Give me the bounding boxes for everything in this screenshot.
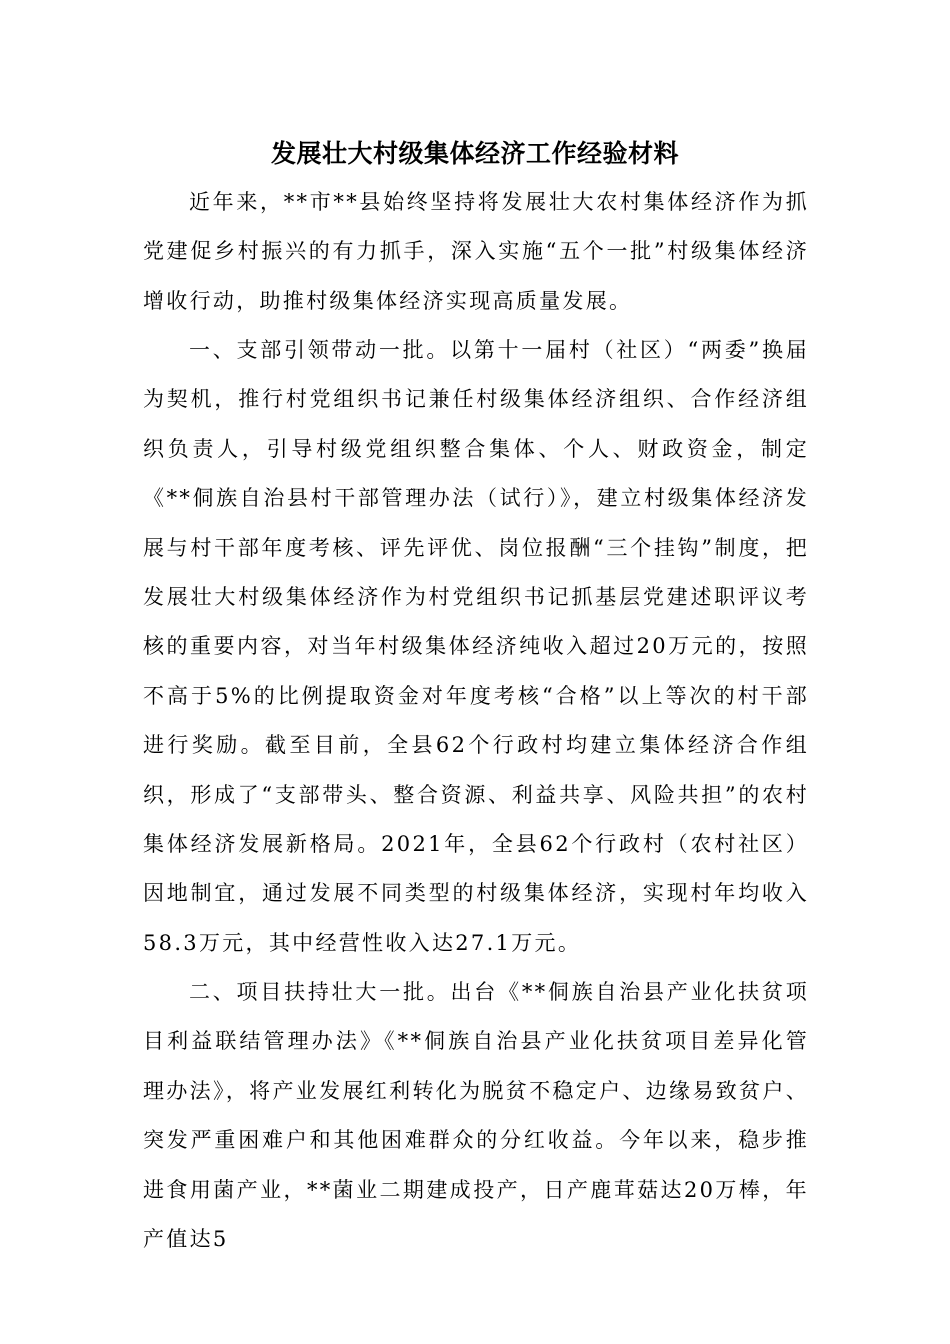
paragraph-section-one: 一、支部引领带动一批。以第十一届村（社区）“两委”换届为契机，推行村党组织书记兼任村级集体经济组织、合作经济组织负责人，引导村级党组织整合集体、个人、财政资金，制定《**侗族自治县村干部管理办法（试行）》，建立村级集体经济发展与村干部年度考核、评先评优、岗位报酬“三个挂钩”制度，把发展壮大村级集体经济作为村党组织书记抓基层党建述职评议考核的重要内容，对当年村级集体经济纯收入超过20万元的，按照不高于5%的比例提取资金对年度考核“合格”以上等次的村干部进行奖励。截至目前，全县62个行政村均建立集体经济合作组织，形成了“支部带头、整合资源、利益共享、风险共担”的农村集体经济发展新格局。2021年，全县62个行政村（农村社区）因地制宜，通过发展不同类型的村级集体经济，实现村年均收入58.3万元，其中经营性收入达27.1万元。	[143, 338, 809, 955]
paragraph-section-two: 二、项目扶持壮大一批。出台《**侗族自治县产业化扶贫项目利益联结管理办法》《**侗族自治县产业化扶贫项目差异化管理办法》，将产业发展红利转化为脱贫不稳定户、边缘易致贫户、突发严重困难户和其他困难群众的分红收益。今年以来，稳步推进食用菌产业，**菌业二期建成投产，日产鹿茸菇达20万棒，年产值达5	[143, 980, 809, 1252]
document-title: 发展壮大村级集体经济工作经验材料	[270, 139, 679, 168]
paragraph-intro: 近年来，**市**县始终坚持将发展壮大农村集体经济作为抓党建促乡村振兴的有力抓手，深入实施“五个一批”村级集体经济增收行动，助推村级集体经济实现高质量发展。	[143, 190, 809, 313]
